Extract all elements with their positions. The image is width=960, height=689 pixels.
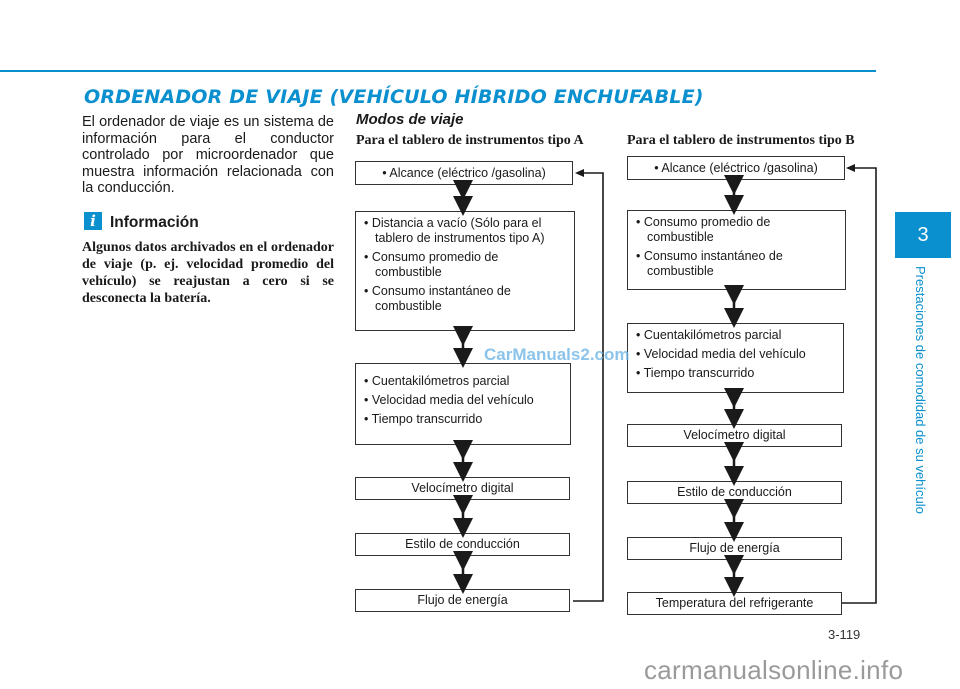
- footer-site: carmanualsonline.info: [644, 655, 904, 685]
- typeB-item-avg-consumption: • Consumo promedio de combustible: [636, 215, 771, 244]
- typeA-loop-line: [573, 173, 603, 601]
- typeB-loop-line: [842, 168, 876, 603]
- typeB-box-speedometer: Velocímetro digital: [627, 424, 842, 447]
- page-number: 3-119: [828, 627, 861, 642]
- typeB-box-range: • Alcance (eléctrico /gasolina): [627, 156, 845, 180]
- typeB-item-avg-speed: • Velocidad media del vehículo: [636, 347, 806, 361]
- intro-paragraph: El ordenador de viaje es un sistema de información para el conductor controlado por microordenador que muestra información relacionada con la conducción.: [82, 114, 334, 196]
- typeB-loop-arrowhead: [846, 164, 855, 172]
- typeB-item-inst-consumption: • Consumo instantáneo de combustible: [636, 249, 783, 278]
- typeA-box-energy-flow: Flujo de energía: [355, 589, 570, 612]
- typeB-item-elapsed: • Tiempo transcurrido: [636, 366, 755, 380]
- typeA-item-inst-consumption: • Consumo instantáneo de combustible: [364, 284, 511, 313]
- typeA-item-avg-speed: • Velocidad media del vehículo: [364, 393, 534, 407]
- typeB-box-driving-style: Estilo de conducción: [627, 481, 842, 504]
- info-icon: i: [84, 212, 102, 230]
- watermark-text: CarManuals2.com: [484, 345, 630, 364]
- chapter-side-label-text: Prestaciones de comodidad de su vehículo: [913, 266, 928, 514]
- typeA-item-avg-consumption: • Consumo promedio de combustible: [364, 250, 499, 279]
- typeA-item-elapsed: • Tiempo transcurrido: [364, 412, 483, 426]
- modes-heading: Modos de viaje: [356, 111, 464, 128]
- info-text: Algunos datos archivados en el ordenador de viaje (p. ej. velocidad promedio del vehículo) se reajustan a cero si se desconecta la batería.: [82, 240, 334, 306]
- typeA-item-tripmeter: • Cuentakilómetros parcial: [364, 374, 510, 388]
- typeA-item-empty-distance: • Distancia a vacío (Sólo para el tablero de instrumentos tipo A): [364, 216, 545, 245]
- typeA-box-driving-style: Estilo de conducción: [355, 533, 570, 556]
- typeA-box-range: • Alcance (eléctrico /gasolina): [355, 161, 573, 185]
- subheading-type-a: Para el tablero de instrumentos tipo A: [356, 133, 584, 148]
- typeA-loop-arrowhead: [575, 169, 584, 177]
- typeB-box-coolant-temp: Temperatura del refrigerante: [627, 592, 842, 615]
- typeB-item-tripmeter: • Cuentakilómetros parcial: [636, 328, 782, 342]
- subheading-type-b: Para el tablero de instrumentos tipo B: [627, 133, 855, 148]
- page-title: ORDENADOR DE VIAJE (VEHÍCULO HÍBRIDO ENCHUFABLE): [84, 86, 704, 108]
- chapter-tab: 3: [895, 212, 951, 258]
- typeB-box-energy-flow: Flujo de energía: [627, 537, 842, 560]
- chapter-side-label: [902, 266, 928, 536]
- info-title: Información: [110, 214, 199, 231]
- typeA-box-speedometer: Velocímetro digital: [355, 477, 570, 500]
